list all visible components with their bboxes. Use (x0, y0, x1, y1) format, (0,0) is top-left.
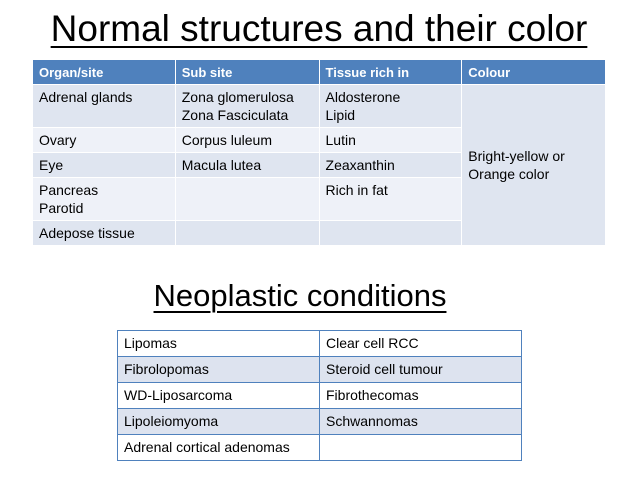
subsite-cell (175, 178, 319, 221)
tissue-cell: Lutin (319, 128, 462, 153)
organ-cell: Ovary (33, 128, 176, 153)
organ-cell: Adrenal glands (33, 85, 176, 128)
header-sub-site: Sub site (175, 60, 319, 85)
condition-cell: Adrenal cortical adenomas (118, 435, 320, 461)
condition-cell: Lipoleiomyoma (118, 409, 320, 435)
subsite-cell (175, 85, 319, 128)
table-row (118, 383, 522, 409)
condition-cell: WD-Liposarcoma (118, 383, 320, 409)
organ-cell: Eye (33, 153, 176, 178)
colour-line: Orange color (468, 166, 550, 182)
neoplastic-conditions-table (117, 330, 522, 461)
table-header-row (33, 60, 606, 85)
condition-cell: Schwannomas (320, 409, 522, 435)
normal-structures-table (32, 59, 606, 246)
organ-cell: Pancreas Parotid (33, 178, 176, 221)
tissue-line: Lipid (325, 107, 356, 123)
subsite-line: Zona Fasciculata (181, 107, 289, 123)
colour-cell (462, 85, 606, 246)
colour-line: Bright-yellow or (468, 148, 565, 164)
subsite-cell: Corpus luleum (175, 128, 319, 153)
organ-cell: Adepose tissue (33, 221, 176, 246)
table-row (33, 85, 606, 128)
condition-cell: Fibrothecomas (320, 383, 522, 409)
subsite-cell: Macula lutea (175, 153, 319, 178)
condition-cell: Fibrolopomas (118, 357, 320, 383)
tissue-cell (319, 221, 462, 246)
tissue-cell (319, 85, 462, 128)
table-row (118, 331, 522, 357)
tissue-line: Aldosterone (325, 89, 401, 105)
header-organ-site: Organ/site (33, 60, 176, 85)
section-subtitle: Neoplastic conditions (153, 278, 447, 313)
table-row (118, 435, 522, 461)
subsite-cell (175, 221, 319, 246)
condition-cell (320, 435, 522, 461)
page-title: Normal structures and their color (50, 8, 588, 49)
header-colour: Colour (462, 60, 606, 85)
condition-cell: Clear cell RCC (320, 331, 522, 357)
table-row (118, 409, 522, 435)
table-row (118, 357, 522, 383)
subsite-line: Zona glomerulosa (181, 89, 294, 105)
header-tissue-rich-in: Tissue rich in (319, 60, 462, 85)
condition-cell: Lipomas (118, 331, 320, 357)
tissue-cell: Rich in fat (319, 178, 462, 221)
condition-cell: Steroid cell tumour (320, 357, 522, 383)
tissue-cell: Zeaxanthin (319, 153, 462, 178)
